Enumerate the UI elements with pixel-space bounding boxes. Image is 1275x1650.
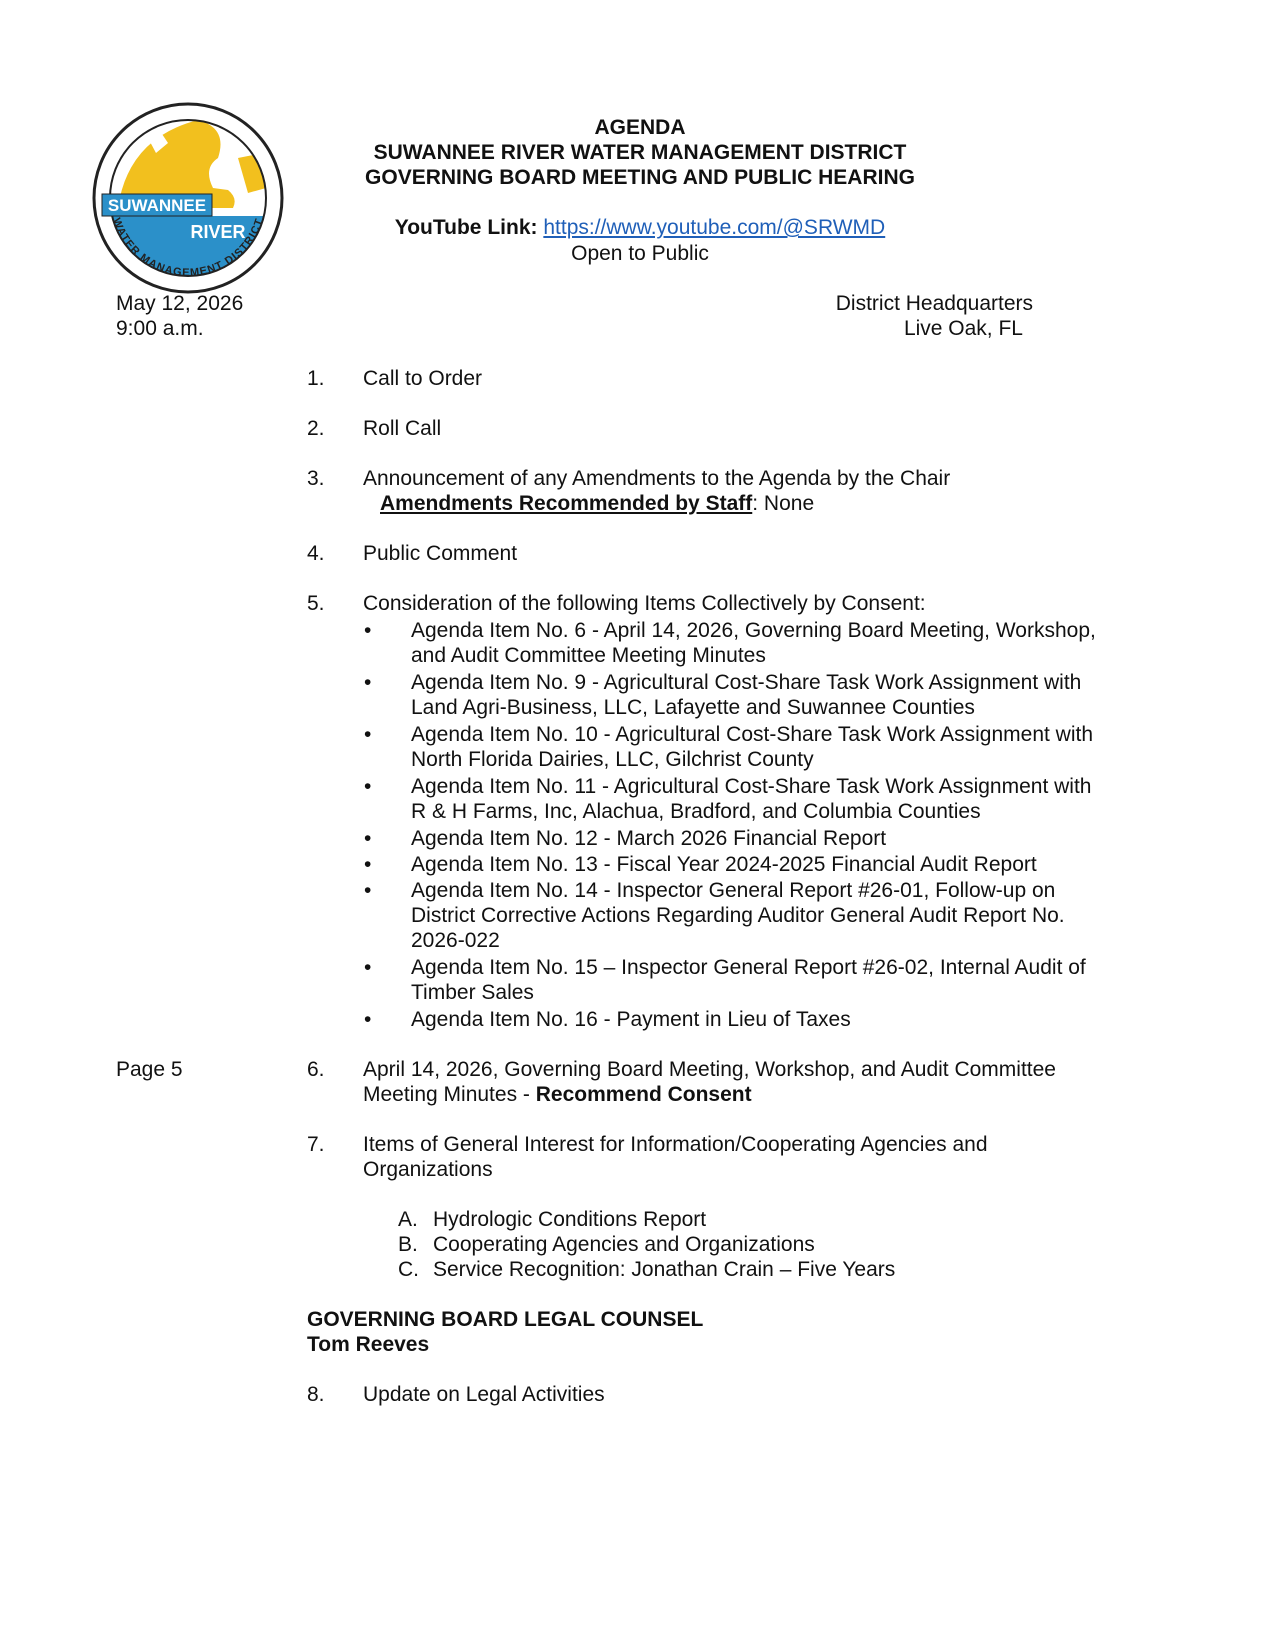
item-text: April 14, 2026, Governing Board Meeting, Workshop, and Audit Committee bbox=[363, 1058, 1056, 1081]
bullet: • bbox=[364, 671, 372, 694]
consent-item: Agenda Item No. 12 - March 2026 Financial Report bbox=[411, 827, 887, 850]
sub-item: Cooperating Agencies and Organizations bbox=[433, 1233, 815, 1256]
item-text: Consideration of the following Items Collectively by Consent: bbox=[363, 592, 926, 615]
meeting-title: GOVERNING BOARD MEETING AND PUBLIC HEARING bbox=[365, 166, 915, 189]
district-logo bbox=[88, 98, 288, 298]
consent-item-cont: Timber Sales bbox=[411, 981, 534, 1004]
open-to-public: Open to Public bbox=[571, 242, 709, 265]
consent-item: Agenda Item No. 9 - Agricultural Cost-Share Task Work Assignment with bbox=[411, 671, 1082, 694]
consent-item-cont: District Corrective Actions Regarding Auditor General Audit Report No. bbox=[411, 904, 1065, 927]
item-number: 3. bbox=[307, 467, 325, 490]
item-text: Update on Legal Activities bbox=[363, 1383, 605, 1406]
item-text: Items of General Interest for Information/Cooperating Agencies and bbox=[363, 1133, 988, 1156]
consent-item: Agenda Item No. 10 - Agricultural Cost-Share Task Work Assignment with bbox=[411, 723, 1094, 746]
bullet: • bbox=[364, 956, 372, 979]
item-number: 5. bbox=[307, 592, 325, 615]
bullet: • bbox=[364, 723, 372, 746]
section-heading: GOVERNING BOARD LEGAL COUNSEL bbox=[307, 1308, 704, 1331]
counsel-name: Tom Reeves bbox=[307, 1333, 430, 1356]
item-text-part: Meeting Minutes - bbox=[363, 1083, 536, 1106]
item-number: 7. bbox=[307, 1133, 325, 1156]
youtube-line bbox=[300, 215, 980, 241]
bullet: • bbox=[364, 775, 372, 798]
item-number: 1. bbox=[307, 367, 325, 390]
sub-item: Service Recognition: Jonathan Crain – Five Years bbox=[433, 1258, 896, 1281]
bullet: • bbox=[364, 1008, 372, 1031]
logo-word-suwannee: SUWANNEE bbox=[107, 196, 207, 215]
consent-item-cont: R & H Farms, Inc, Alachua, Bradford, and Columbia Counties bbox=[411, 800, 981, 823]
item-text: Announcement of any Amendments to the Agenda by the Chair bbox=[363, 467, 951, 490]
bullet: • bbox=[364, 619, 372, 642]
item-number: 6. bbox=[307, 1058, 325, 1081]
amendments-value: : None bbox=[752, 492, 815, 515]
meeting-time: 9:00 a.m. bbox=[116, 317, 204, 340]
sub-letter: B. bbox=[398, 1233, 418, 1256]
logo-word-river: RIVER bbox=[190, 222, 246, 242]
agenda-title: AGENDA bbox=[594, 116, 686, 139]
meeting-location: District Headquarters bbox=[835, 292, 1033, 315]
meeting-date: May 12, 2026 bbox=[116, 292, 244, 315]
consent-item: Agenda Item No. 14 - Inspector General Report #26-01, Follow-up on bbox=[411, 879, 1056, 902]
item-number: 2. bbox=[307, 417, 325, 440]
meeting-city: Live Oak, FL bbox=[903, 317, 1023, 340]
logo-ring-text: WATER MANAGEMENT DISTRICT bbox=[110, 216, 266, 280]
bullet: • bbox=[364, 879, 372, 902]
sub-letter: C. bbox=[398, 1258, 419, 1281]
consent-item-cont: 2026-022 bbox=[411, 929, 500, 952]
bullet: • bbox=[364, 853, 372, 876]
sub-letter: A. bbox=[398, 1208, 418, 1231]
bullet: • bbox=[364, 827, 372, 850]
youtube-label: YouTube Link: bbox=[394, 216, 538, 239]
page-reference: Page 5 bbox=[116, 1058, 183, 1081]
district-name: SUWANNEE RIVER WATER MANAGEMENT DISTRICT bbox=[373, 141, 907, 164]
consent-item: Agenda Item No. 13 - Fiscal Year 2024-2025 Financial Audit Report bbox=[411, 853, 1037, 876]
consent-item-cont: and Audit Committee Meeting Minutes bbox=[411, 644, 766, 667]
recommendation: Recommend Consent bbox=[535, 1083, 752, 1106]
consent-item: Agenda Item No. 11 - Agricultural Cost-Share Task Work Assignment with bbox=[411, 775, 1092, 798]
consent-item: Agenda Item No. 15 – Inspector General Report #26-02, Internal Audit of bbox=[411, 956, 1086, 979]
item-text: Public Comment bbox=[363, 542, 518, 565]
item-text-cont: Organizations bbox=[363, 1158, 493, 1181]
consent-item: Agenda Item No. 6 - April 14, 2026, Governing Board Meeting, Workshop, bbox=[411, 619, 1096, 642]
amendments-line bbox=[380, 491, 814, 517]
consent-item-cont: Land Agri-Business, LLC, Lafayette and Suwannee Counties bbox=[411, 696, 975, 719]
amendments-label: Amendments Recommended by Staff bbox=[380, 492, 753, 515]
youtube-link[interactable]: https://www.youtube.com/@SRWMD bbox=[543, 216, 886, 239]
consent-item-cont: North Florida Dairies, LLC, Gilchrist County bbox=[411, 748, 814, 771]
sub-item: Hydrologic Conditions Report bbox=[433, 1208, 707, 1231]
item-text-cont bbox=[363, 1082, 1183, 1108]
consent-item: Agenda Item No. 16 - Payment in Lieu of Taxes bbox=[411, 1008, 851, 1031]
item-number: 4. bbox=[307, 542, 325, 565]
item-number: 8. bbox=[307, 1383, 325, 1406]
item-text: Call to Order bbox=[363, 367, 483, 390]
item-text: Roll Call bbox=[363, 417, 442, 440]
